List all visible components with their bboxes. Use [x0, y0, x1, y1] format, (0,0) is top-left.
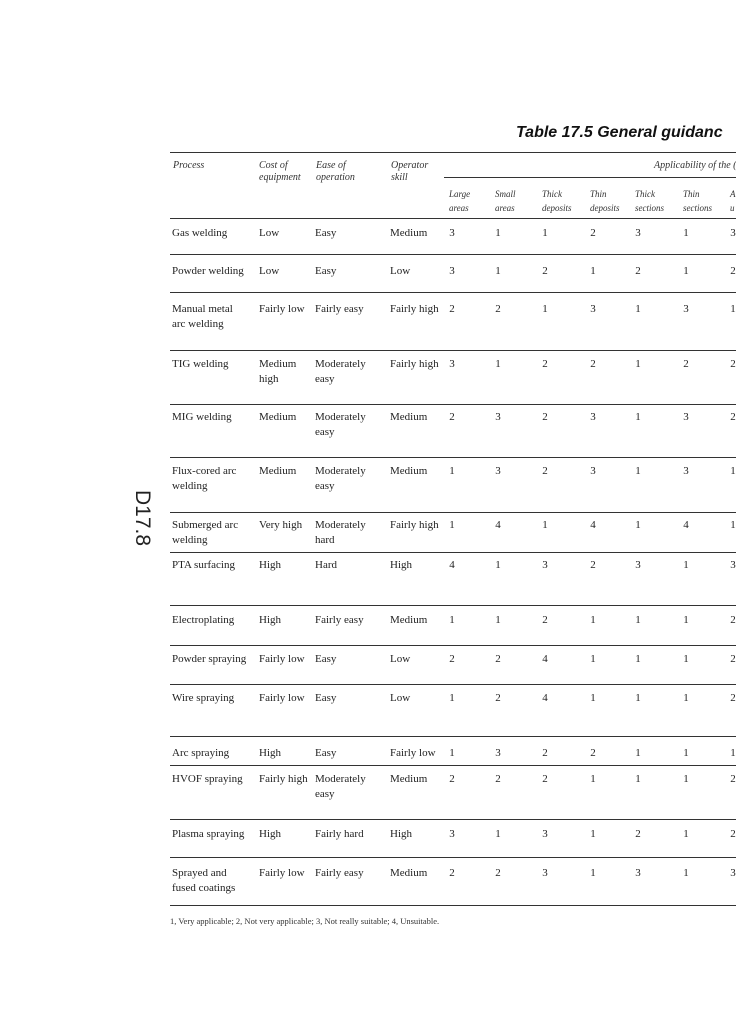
value-cell: 1 — [590, 614, 596, 626]
ease-cell: Moderately easy — [315, 358, 366, 385]
value-cell: 3 — [542, 559, 548, 571]
value-cell: 1 — [730, 519, 736, 531]
value-cell: 2 — [730, 411, 736, 423]
row-rule — [170, 350, 736, 351]
row-rule — [170, 552, 736, 553]
value-cell: 1 — [730, 465, 736, 477]
row-rule — [170, 605, 736, 606]
value-cell: 1 — [590, 692, 596, 704]
value-cell: 3 — [635, 559, 641, 571]
value-cell: 4 — [683, 519, 689, 531]
value-cell: 2 — [730, 692, 736, 704]
process-cell: Gas welding — [172, 227, 228, 239]
value-cell: 2 — [495, 867, 501, 879]
process-cell: PTA surfacing — [172, 559, 235, 571]
cost-cell: Fairly low — [259, 653, 305, 665]
value-cell: 2 — [590, 747, 596, 759]
row-rule — [170, 765, 736, 766]
value-cell: 1 — [683, 747, 689, 759]
value-cell: 2 — [495, 692, 501, 704]
skill-cell: High — [390, 559, 412, 571]
value-cell: 1 — [683, 559, 689, 571]
subheader-cell: Large areas — [449, 189, 471, 213]
row-rule — [170, 736, 736, 737]
cost-cell: Medium high — [259, 358, 297, 385]
value-cell: 4 — [590, 519, 596, 531]
value-cell: 1 — [449, 692, 455, 704]
cost-cell: Fairly low — [259, 692, 305, 704]
value-cell: 2 — [542, 465, 548, 477]
skill-cell: Fairly high — [390, 303, 439, 315]
ease-cell: Fairly easy — [315, 303, 364, 315]
skill-cell: Low — [390, 653, 411, 665]
value-cell: 3 — [635, 227, 641, 239]
cost-cell: High — [259, 828, 281, 840]
value-cell: 3 — [730, 227, 736, 239]
skill-cell: Medium — [390, 465, 428, 477]
ease-cell: Moderately hard — [315, 519, 366, 546]
value-cell: 2 — [542, 358, 548, 370]
process-cell: Plasma spraying — [172, 828, 245, 840]
value-cell: 2 — [590, 227, 596, 239]
value-cell: 1 — [590, 653, 596, 665]
value-cell: 3 — [495, 747, 501, 759]
value-cell: 1 — [449, 519, 455, 531]
cost-cell: Medium — [259, 411, 297, 423]
value-cell: 1 — [635, 303, 641, 315]
header-applicability: Applicability of the ( — [654, 160, 736, 171]
cost-cell: Fairly low — [259, 867, 305, 879]
cost-cell: Fairly high — [259, 773, 308, 785]
value-cell: 4 — [495, 519, 501, 531]
value-cell: 2 — [495, 303, 501, 315]
value-cell: 3 — [542, 828, 548, 840]
row-rule — [170, 819, 736, 820]
value-cell: 1 — [590, 265, 596, 277]
value-cell: 1 — [635, 747, 641, 759]
skill-cell: Fairly high — [390, 358, 439, 370]
value-cell: 3 — [495, 411, 501, 423]
value-cell: 1 — [730, 747, 736, 759]
value-cell: 1 — [449, 614, 455, 626]
value-cell: 2 — [449, 303, 455, 315]
table-footnote: 1, Very applicable; 2, Not very applicable; 3, Not really suitable; 4, Unsuitable. — [170, 916, 440, 926]
ease-cell: Easy — [315, 265, 337, 277]
ease-cell: Fairly hard — [315, 828, 364, 840]
value-cell: 3 — [683, 411, 689, 423]
value-cell: 1 — [449, 747, 455, 759]
skill-cell: Medium — [390, 227, 428, 239]
row-rule — [170, 292, 736, 293]
value-cell: 4 — [449, 559, 455, 571]
cost-cell: Medium — [259, 465, 297, 477]
header-skill: Operator skill — [391, 160, 429, 183]
value-cell: 3 — [590, 303, 596, 315]
value-cell: 3 — [683, 465, 689, 477]
row-rule — [170, 684, 736, 685]
value-cell: 1 — [495, 227, 501, 239]
value-cell: 2 — [730, 358, 736, 370]
value-cell: 2 — [683, 358, 689, 370]
value-cell: 3 — [683, 303, 689, 315]
ease-cell: Moderately easy — [315, 773, 366, 800]
value-cell: 1 — [495, 828, 501, 840]
row-rule — [170, 857, 736, 858]
value-cell: 2 — [730, 265, 736, 277]
value-cell: 4 — [542, 653, 548, 665]
skill-cell: Low — [390, 265, 411, 277]
value-cell: 1 — [683, 867, 689, 879]
subheader-cell: A u — [730, 189, 736, 213]
process-cell: Sprayed and fused coatings — [172, 867, 236, 894]
value-cell: 2 — [730, 614, 736, 626]
value-cell: 3 — [449, 828, 455, 840]
cost-cell: Fairly low — [259, 303, 305, 315]
value-cell: 1 — [495, 358, 501, 370]
value-cell: 1 — [495, 559, 501, 571]
value-cell: 1 — [542, 519, 548, 531]
process-cell: Submerged arc welding — [172, 519, 239, 546]
subheader-cell: Thin deposits — [590, 189, 620, 213]
value-cell: 3 — [495, 465, 501, 477]
value-cell: 1 — [449, 465, 455, 477]
value-cell: 1 — [635, 692, 641, 704]
value-cell: 2 — [449, 653, 455, 665]
process-cell: Manual metal arc welding — [172, 303, 233, 330]
skill-cell: Medium — [390, 773, 428, 785]
value-cell: 2 — [590, 358, 596, 370]
header-bottom-rule — [170, 218, 736, 219]
row-rule — [170, 457, 736, 458]
value-cell: 1 — [635, 358, 641, 370]
skill-cell: Medium — [390, 614, 428, 626]
process-cell: Powder spraying — [172, 653, 247, 665]
value-cell: 3 — [449, 358, 455, 370]
value-cell: 1 — [635, 411, 641, 423]
value-cell: 2 — [635, 265, 641, 277]
value-cell: 2 — [542, 747, 548, 759]
ease-cell: Easy — [315, 227, 337, 239]
value-cell: 1 — [683, 828, 689, 840]
ease-cell: Hard — [315, 559, 337, 571]
skill-cell: Medium — [390, 411, 428, 423]
value-cell: 2 — [542, 265, 548, 277]
value-cell: 3 — [449, 265, 455, 277]
value-cell: 2 — [730, 828, 736, 840]
skill-cell: Low — [390, 692, 411, 704]
process-cell: MIG welding — [172, 411, 232, 423]
skill-cell: Medium — [390, 867, 428, 879]
value-cell: 1 — [495, 265, 501, 277]
row-rule — [170, 645, 736, 646]
subheader-cell: Thick sections — [635, 189, 664, 213]
process-cell: Electroplating — [172, 614, 235, 626]
process-cell: Wire spraying — [172, 692, 235, 704]
value-cell: 3 — [449, 227, 455, 239]
value-cell: 2 — [495, 653, 501, 665]
value-cell: 2 — [449, 867, 455, 879]
cost-cell: Low — [259, 265, 280, 277]
table-bottom-rule — [170, 905, 736, 906]
row-rule — [170, 254, 736, 255]
value-cell: 3 — [730, 867, 736, 879]
value-cell: 1 — [683, 692, 689, 704]
section-side-label: D17.8 — [131, 489, 155, 547]
value-cell: 2 — [542, 773, 548, 785]
value-cell: 1 — [542, 303, 548, 315]
ease-cell: Fairly easy — [315, 614, 364, 626]
subheader-cell: Thin sections — [683, 189, 712, 213]
value-cell: 1 — [683, 227, 689, 239]
ease-cell: Moderately easy — [315, 465, 366, 492]
ease-cell: Moderately easy — [315, 411, 366, 438]
value-cell: 2 — [495, 773, 501, 785]
process-cell: TIG welding — [172, 358, 229, 370]
cost-cell: Very high — [259, 519, 303, 531]
value-cell: 1 — [635, 519, 641, 531]
value-cell: 3 — [542, 867, 548, 879]
value-cell: 3 — [590, 465, 596, 477]
applicability-rule — [444, 177, 736, 178]
process-cell: HVOF spraying — [172, 773, 243, 785]
value-cell: 1 — [635, 465, 641, 477]
skill-cell: Fairly low — [390, 747, 436, 759]
subheader-cell: Thick deposits — [542, 189, 572, 213]
value-cell: 1 — [683, 265, 689, 277]
ease-cell: Easy — [315, 747, 337, 759]
cost-cell: Low — [259, 227, 280, 239]
header-ease: Ease of operation — [316, 160, 355, 183]
row-rule — [170, 512, 736, 513]
value-cell: 3 — [590, 411, 596, 423]
value-cell: 1 — [590, 867, 596, 879]
value-cell: 3 — [635, 867, 641, 879]
value-cell: 1 — [590, 773, 596, 785]
cost-cell: High — [259, 559, 281, 571]
value-cell: 4 — [542, 692, 548, 704]
process-cell: Powder welding — [172, 265, 244, 277]
skill-cell: High — [390, 828, 412, 840]
value-cell: 1 — [635, 614, 641, 626]
value-cell: 1 — [590, 828, 596, 840]
value-cell: 2 — [635, 828, 641, 840]
cost-cell: High — [259, 614, 281, 626]
subheader-cell: Small areas — [495, 189, 516, 213]
value-cell: 1 — [495, 614, 501, 626]
value-cell: 2 — [730, 653, 736, 665]
ease-cell: Easy — [315, 653, 337, 665]
value-cell: 2 — [449, 411, 455, 423]
value-cell: 2 — [590, 559, 596, 571]
value-cell: 1 — [542, 227, 548, 239]
header-process: Process — [173, 160, 205, 171]
process-cell: Arc spraying — [172, 747, 230, 759]
value-cell: 3 — [730, 559, 736, 571]
ease-cell: Easy — [315, 692, 337, 704]
value-cell: 2 — [730, 773, 736, 785]
cost-cell: High — [259, 747, 281, 759]
value-cell: 2 — [542, 411, 548, 423]
value-cell: 2 — [542, 614, 548, 626]
value-cell: 1 — [635, 773, 641, 785]
value-cell: 2 — [449, 773, 455, 785]
table-title: Table 17.5 General guidanc — [516, 124, 723, 141]
value-cell: 1 — [683, 773, 689, 785]
value-cell: 1 — [730, 303, 736, 315]
table-top-rule — [170, 152, 736, 153]
process-cell: Flux-cored arc welding — [172, 465, 237, 492]
ease-cell: Fairly easy — [315, 867, 364, 879]
skill-cell: Fairly high — [390, 519, 439, 531]
row-rule — [170, 404, 736, 405]
value-cell: 1 — [635, 653, 641, 665]
value-cell: 1 — [683, 614, 689, 626]
header-cost: Cost of equipment — [259, 160, 301, 183]
value-cell: 1 — [683, 653, 689, 665]
